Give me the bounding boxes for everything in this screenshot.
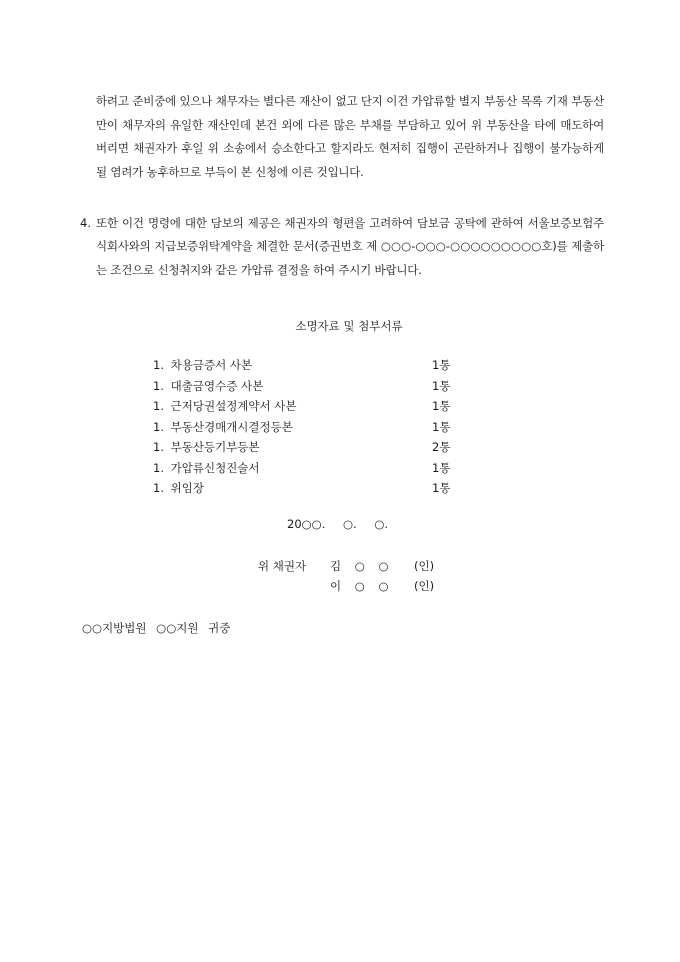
signature-row [258, 555, 434, 577]
attachment-name: 부동산경매개시결정등본 [170, 419, 293, 434]
attachment-item [153, 437, 463, 458]
signature-row [258, 575, 434, 597]
attachment-qty: 1통 [432, 358, 451, 372]
creditor-role: 위 채권자 [258, 559, 307, 573]
attachments-list [153, 355, 463, 499]
attachment-index: 1. [153, 481, 164, 495]
attachment-index: 1. [153, 378, 164, 393]
court-addressee: ○○지방법원 ○○지원 귀중 [82, 621, 231, 635]
attachment-name: 대출금영수증 사본 [170, 378, 264, 393]
attachment-name: 위임장 [170, 481, 204, 495]
attachment-item [153, 396, 463, 417]
attachment-index: 1. [153, 399, 164, 413]
attachment-qty: 1통 [432, 481, 451, 495]
attachment-index: 1. [153, 358, 164, 372]
attachments-title: 소명자료 및 첨부서류 [295, 319, 403, 333]
item-4-number: 4. [80, 216, 91, 230]
attachment-item [153, 478, 463, 499]
document-date: 20○○. ○. ○. [287, 517, 389, 531]
attachment-qty: 1통 [432, 419, 451, 434]
item-4-text: 또한 이건 명령에 대한 담보의 제공은 채권자의 형편을 고려하여 담보금 공탁에 관하여 서울보증보험주식회사와의 지급보증위탁계약을 체결한 문서(증권번호 제 ○○○-○○○-○○○○○○○○○호)를 제출하는 조건으로 신청취지와 같은 가압류 결정을 하여 주시기 바랍니다. [96, 216, 604, 277]
attachment-item [153, 458, 463, 479]
attachment-name: 차용금증서 사본 [170, 358, 253, 372]
attachment-name: 근저당권설정계약서 사본 [170, 399, 297, 413]
attachment-name: 부동산등기부등본 [170, 440, 260, 454]
continuation-paragraph: 하려고 준비중에 있으나 채무자는 별다른 재산이 없고 단지 이건 가압류할 별지 부동산 목록 기재 부동산만이 채무자의 유일한 재산인데 본건 외에 다른 많은 부채를 부담하고 있어 위 부동산을 타에 매도하여 버리면 채권자가 후일 위 소송에서 승소한다고 할지라도 현저히 집행이 곤란하거나 집행이 불가능하게 될 염려가 농후하므로 부득이 본 신청에 이른 것입니다. [96, 94, 604, 179]
attachment-item [153, 355, 463, 376]
seal-mark: (인) [414, 579, 435, 593]
attachment-name: 가압류신청진술서 [170, 460, 260, 475]
seal-mark: (인) [414, 559, 435, 573]
attachment-qty: 2통 [432, 440, 451, 454]
attachment-index: 1. [153, 419, 164, 434]
item-4 [80, 212, 604, 282]
attachment-index: 1. [153, 440, 164, 454]
attachment-qty: 1통 [432, 399, 451, 413]
attachment-qty: 1통 [432, 460, 451, 475]
attachment-index: 1. [153, 460, 164, 475]
creditor-name: 이 ○ ○ [330, 579, 389, 593]
creditor-name: 김 ○ ○ [330, 559, 389, 573]
attachment-item [153, 376, 463, 397]
attachment-item [153, 417, 463, 438]
attachment-qty: 1통 [432, 378, 451, 393]
